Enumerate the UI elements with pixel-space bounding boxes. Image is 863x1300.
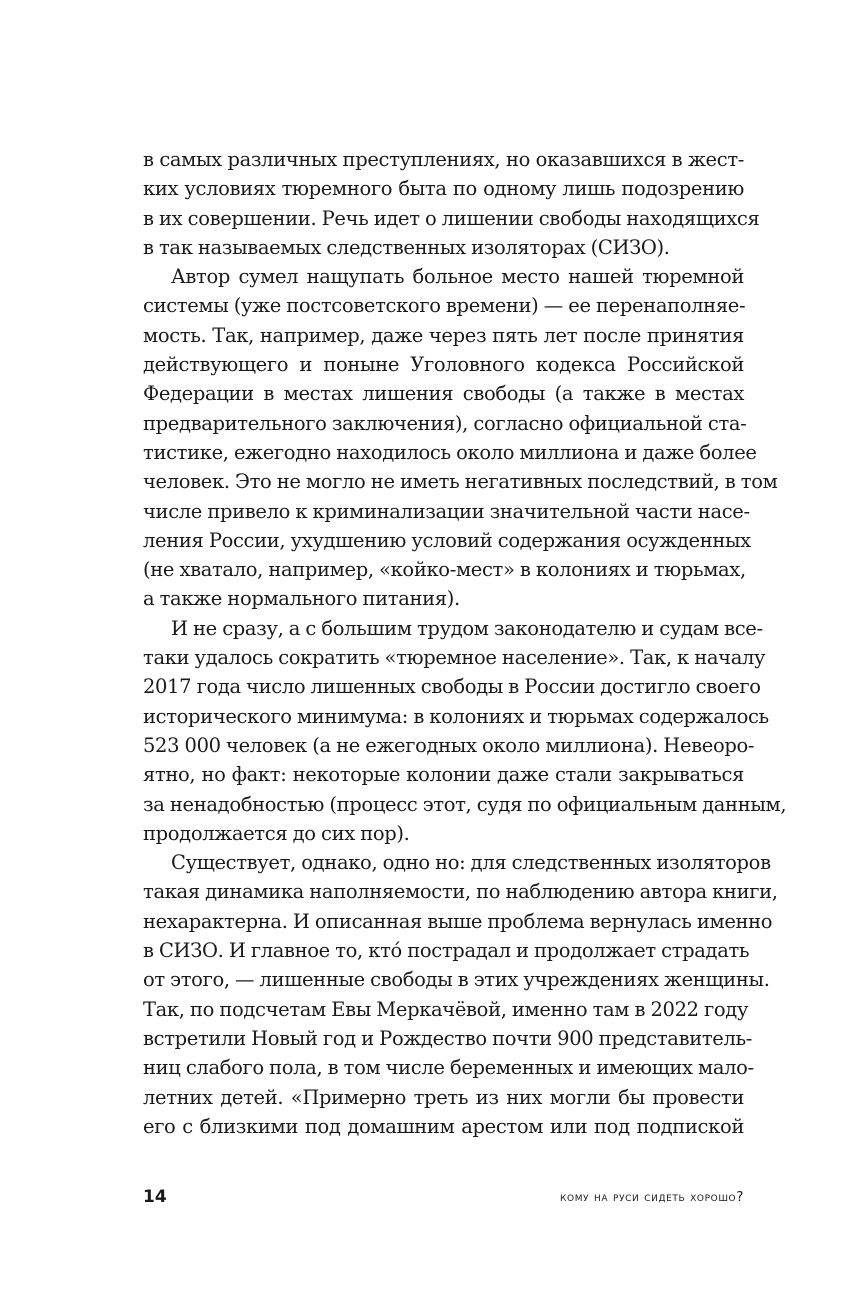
- text-line: нехарактерна. И описанная выше проблема вернулась именно: [143, 909, 773, 933]
- text-line: ких условиях тюремного быта по одному лишь подозрению: [143, 177, 744, 201]
- text-line: ления России, ухудшению условий содержания осужденных: [143, 528, 751, 552]
- text-line: а также нормального питания).: [143, 587, 460, 611]
- paragraph: [143, 614, 787, 848]
- text-line: летних детей. «Примерно треть из них могли бы провести: [143, 1085, 744, 1109]
- page-number: 14: [143, 1187, 167, 1207]
- text-line: встретили Новый год и Рождество почти 900 представитель-: [143, 1026, 753, 1050]
- text-line: от этого, — лишенные свободы в этих учреждениях женщины.: [143, 968, 770, 992]
- text-line: системы (уже постсоветского времени) — ее перенаполняе-: [143, 294, 746, 318]
- text-line: его с близкими под домашним арестом или под подпиской: [143, 1114, 744, 1138]
- text-line: 523 000 человек (а не ежегодных около миллиона). Невеоро-: [143, 733, 755, 757]
- paragraph: [143, 145, 760, 262]
- text-line: Так, по подсчетам Евы Меркачёвой, именно там в 2022 году: [143, 997, 749, 1021]
- text-line: предварительного заключения), согласно официальной ста-: [143, 411, 747, 435]
- text-line: в их совершении. Речь идет о лишении свободы находящихся: [143, 206, 760, 230]
- body-text: [143, 145, 787, 1141]
- text-line: ниц слабого пола, в том числе беременных и имеющих мало-: [143, 1056, 754, 1080]
- paragraph: [143, 262, 778, 614]
- text-line: в так называемых следственных изоляторах (СИЗО).: [143, 235, 670, 259]
- text-line: Федерации в местах лишения свободы (а также в местах: [143, 382, 744, 406]
- text-line: тистике, ежегодно находилось около миллиона и даже более: [143, 440, 757, 464]
- text-line: числе привело к криминализации значительной части насе-: [143, 499, 750, 523]
- text-line: Существует, однако, одно но: для следственных изоляторов: [171, 851, 771, 875]
- text-line: таки удалось сократить «тюремное население». Так, к началу: [143, 646, 766, 670]
- text-line: такая динамика наполняемости, по наблюдению автора книги,: [143, 880, 778, 904]
- text-line: действующего и поныне Уголовного кодекса Российской: [143, 353, 744, 377]
- text-line: в СИЗО. И главное то, кто́ пострадал и продолжает страдать: [143, 939, 750, 963]
- text-line: ятно, но факт: некоторые колонии даже стали закрываться: [143, 763, 744, 787]
- text-line: мость. Так, например, даже через пять лет после принятия: [143, 323, 744, 347]
- text-line: продолжается до сих пор).: [143, 821, 410, 845]
- text-line: исторического минимума: в колониях и тюрьмах содержалось: [143, 704, 769, 728]
- text-line: 2017 года число лишенных свободы в России достигло своего: [143, 675, 761, 699]
- running-title: кому на руси сидеть хорошо?: [560, 1189, 744, 1205]
- text-line: за ненадобностью (процесс этот, судя по официальным данным,: [143, 792, 787, 816]
- text-line: в самых различных преступлениях, но оказавшихся в жест-: [143, 148, 744, 171]
- text-line: Автор сумел нащупать больное место нашей тюремной: [171, 265, 744, 289]
- text-line: человек. Это не могло не иметь негативных последствий, в том: [143, 470, 778, 494]
- text-line: И не сразу, а с большим трудом законодателю и судам все-: [171, 616, 763, 640]
- text-line: (не хватало, например, «койко-мест» в колониях и тюрьмах,: [143, 558, 746, 582]
- paragraph: [143, 848, 778, 1141]
